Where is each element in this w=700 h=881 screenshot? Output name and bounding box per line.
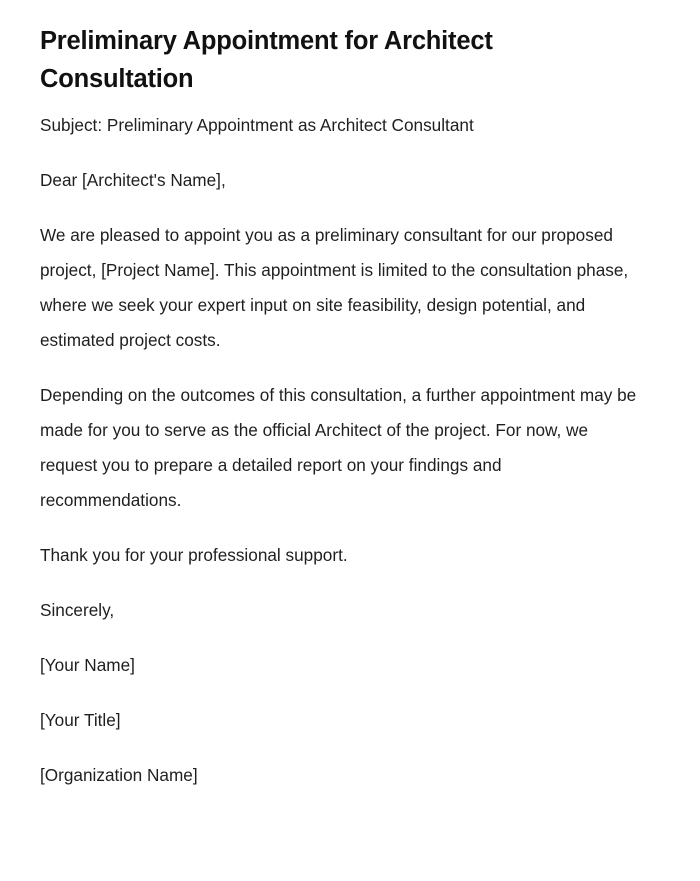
body-paragraph-2: Depending on the outcomes of this consultation, a further appointment may be made for you to serve as the official Architect of the project. For now, we request you to prepare a detailed report on your findings and recommendations. xyxy=(40,385,637,510)
closing: Sincerely, xyxy=(40,600,115,620)
salutation: Dear [Architect's Name], xyxy=(40,170,226,190)
body-paragraph-1: We are pleased to appoint you as a preliminary consultant for our proposed project, [Project Name]. This appointment is limited to the consultation phase, where we seek your expert input on site feasibility, design potential, and estimated project costs. xyxy=(40,225,629,350)
signature-organization: [Organization Name] xyxy=(40,765,198,785)
page-title: Preliminary Appointment for Architect Consultation xyxy=(40,27,493,93)
signature-title: [Your Title] xyxy=(40,710,121,730)
body-paragraph-3: Thank you for your professional support. xyxy=(40,545,348,565)
signature-name: [Your Name] xyxy=(40,655,135,675)
subject-line: Subject: Preliminary Appointment as Architect Consultant xyxy=(40,115,474,135)
